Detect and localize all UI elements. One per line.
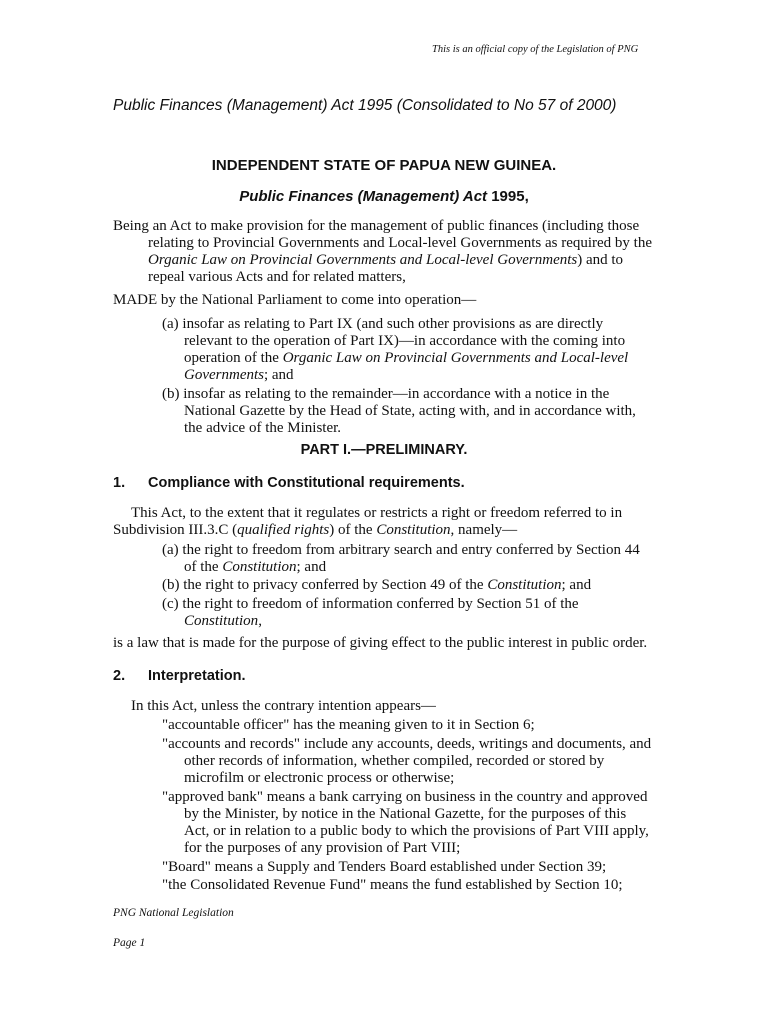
section-1-item-b: (b) the right to privacy conferred by Section 49 of the Constitution; and (162, 577, 592, 593)
part-heading: PART I.—PRELIMINARY. (300, 442, 468, 458)
made-item-b-line-1: (b) insofar as relating to the remainder—in accordance with a notice in the (162, 386, 610, 402)
made-item-a-line-3: operation of the Organic Law on Provincial Governments and Local-level (184, 350, 629, 366)
footer-legislation: PNG National Legislation (113, 907, 234, 919)
preamble-line-3: Organic Law on Provincial Governments and Local-level Governments) and to (148, 252, 624, 268)
definition-approved-bank-line-4: for the purposes of any provision of Part VIII; (184, 840, 461, 856)
made-item-b-line-2: National Gazette by the Head of State, acting with, and in accordance with, (184, 403, 636, 419)
act-title-year: 1995, (487, 188, 529, 205)
document-title: Public Finances (Management) Act 1995 (Consolidated to No 57 of 2000) (113, 97, 617, 114)
preamble-line-2: relating to Provincial Governments and Local-level Governments as required by the (148, 235, 653, 251)
footer-page-number: Page 1 (113, 937, 146, 949)
made-item-b-line-3: the advice of the Minister. (184, 420, 342, 436)
state-title: INDEPENDENT STATE OF PAPUA NEW GUINEA. (211, 157, 557, 174)
section-1-item-a-line-2: of the Constitution; and (184, 559, 327, 575)
section-1-title: Compliance with Constitutional requirements. (148, 475, 465, 491)
made-item-a-line-2: relevant to the operation of Part IX)—in accordance with the coming into (184, 333, 626, 349)
section-1-intro-line-1: This Act, to the extent that it regulates or restricts a right or freedom referred to in (131, 505, 623, 521)
definition-board: "Board" means a Supply and Tenders Board established under Section 39; (162, 859, 607, 875)
preamble-line-1: Being an Act to make provision for the management of public finances (including those (113, 218, 640, 234)
preamble-line-4: repeal various Acts and for related matters, (148, 269, 406, 285)
made-item-a-line-4: Governments; and (184, 367, 294, 383)
section-1-item-a-line-1: (a) the right to freedom from arbitrary search and entry conferred by Section 44 (162, 542, 640, 558)
section-2-title: Interpretation. (148, 668, 246, 684)
definition-accounts-records-line-1: "accounts and records" include any accounts, deeds, writings and documents, and (162, 736, 652, 752)
section-1-number: 1. (113, 475, 126, 491)
definition-accounts-records-line-3: microfilm or electronic process or otherwise; (184, 770, 455, 786)
definition-approved-bank-line-2: by the Minister, by notice in the National Gazette, for the purposes of this (184, 806, 627, 822)
section-2-intro: In this Act, unless the contrary intention appears— (131, 698, 436, 714)
act-title (0, 188, 768, 205)
section-1-intro-line-2: Subdivision III.3.C (qualified rights) of the Constitution, namely— (113, 522, 518, 538)
official-copy-note: This is an official copy of the Legislation of PNG (432, 44, 639, 55)
definition-approved-bank-line-1: "approved bank" means a bank carrying on business in the country and approved (162, 789, 648, 805)
act-title-italic: Public Finances (Management) Act (239, 188, 488, 205)
made-item-a-line-1: (a) insofar as relating to Part IX (and such other provisions as are directly (162, 316, 604, 332)
definition-approved-bank-line-3: Act, or in relation to a public body to which the provisions of Part VIII apply, (184, 823, 649, 839)
definition-consolidated-revenue-fund: "the Consolidated Revenue Fund" means the fund established by Section 10; (162, 877, 623, 893)
section-1-closing: is a law that is made for the purpose of giving effect to the public interest in public order. (113, 635, 648, 651)
section-1-item-c-line-1: (c) the right to freedom of information conferred by Section 51 of the (162, 596, 579, 612)
made-clause: MADE by the National Parliament to come into operation— (113, 292, 477, 308)
definition-accountable-officer: "accountable officer" has the meaning given to it in Section 6; (162, 717, 535, 733)
section-2-number: 2. (113, 668, 126, 684)
definition-accounts-records-line-2: other records of information, whether compiled, recorded or stored by (184, 753, 605, 769)
section-1-item-c-line-2: Constitution, (184, 613, 262, 629)
organic-law-reference: Organic Law on Provincial Governments and Local-level Governments (148, 252, 578, 268)
